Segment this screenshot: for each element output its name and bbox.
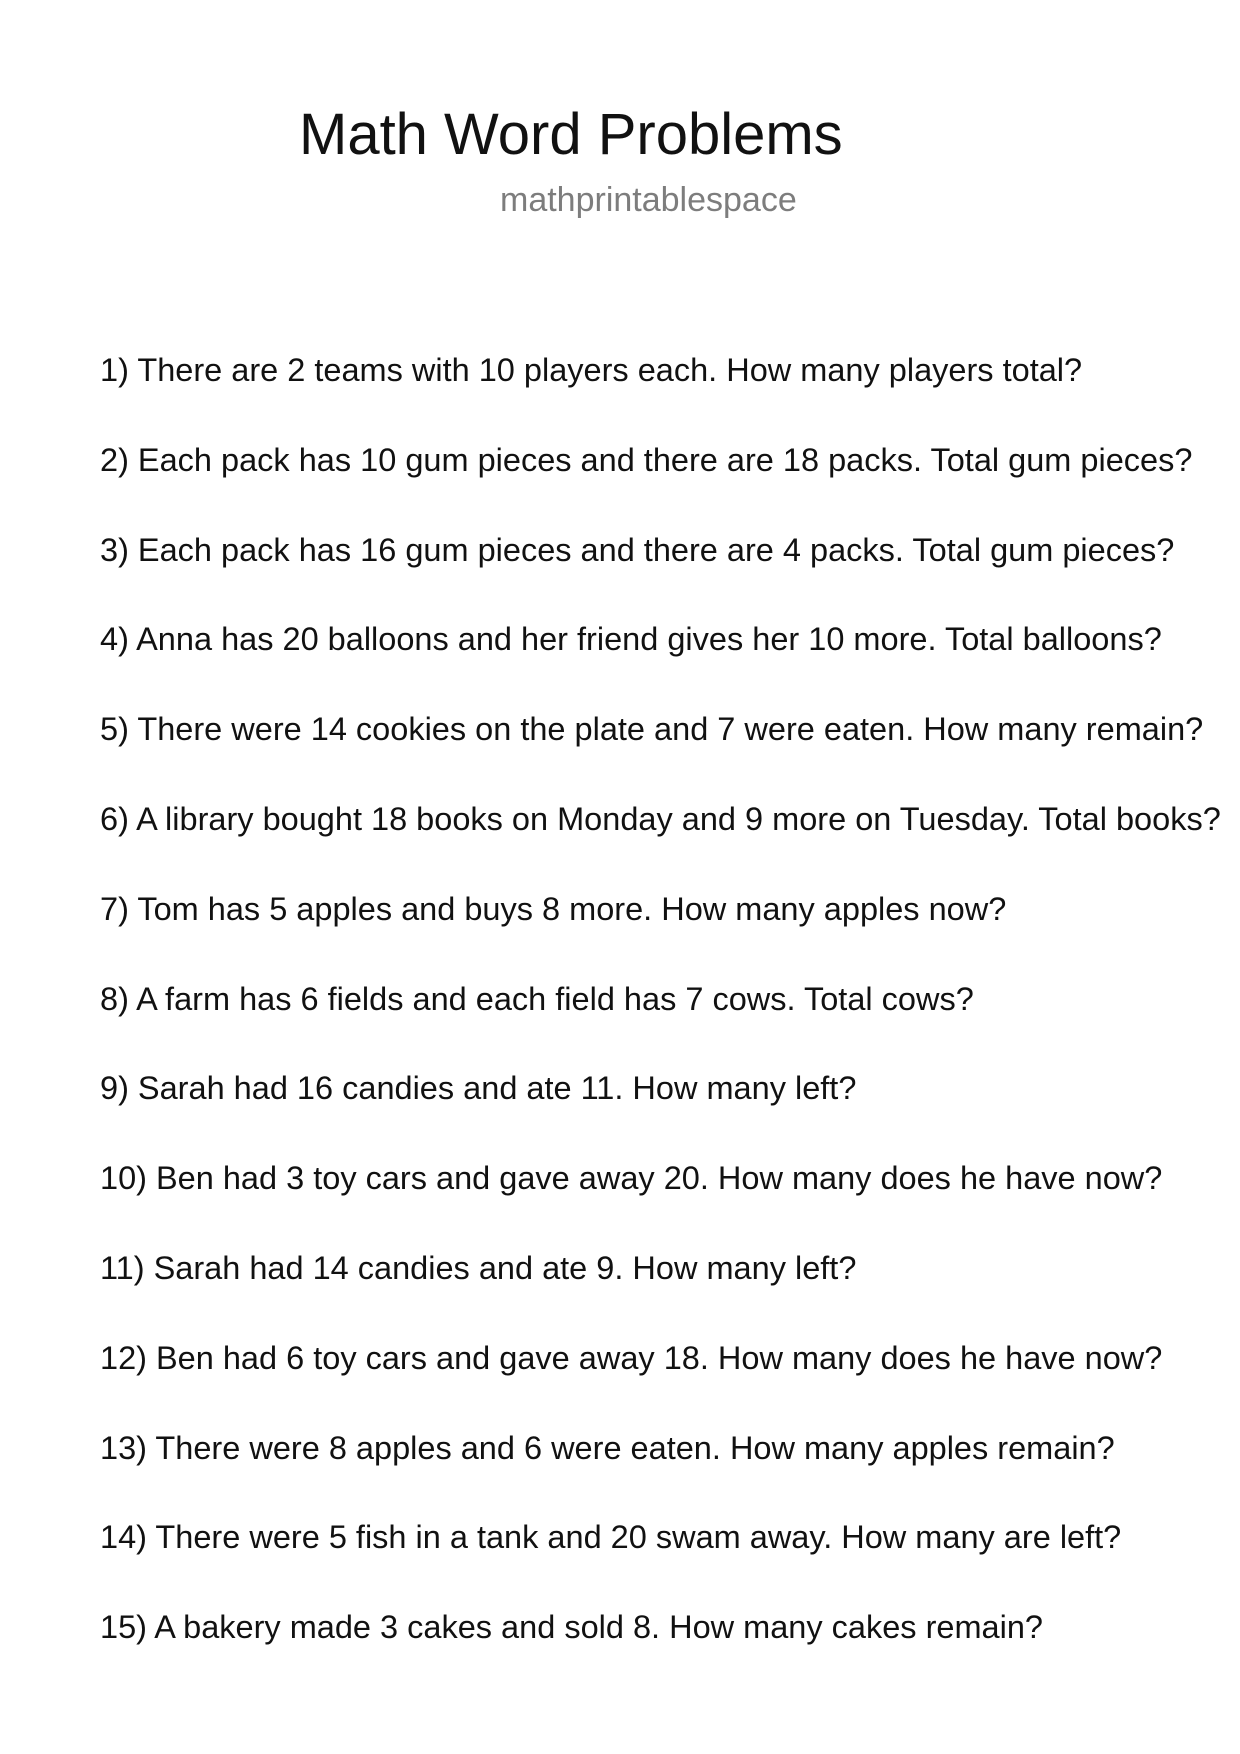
- problem-item: 3) Each pack has 16 gum pieces and there are 4 packs. Total gum pieces?: [100, 531, 1175, 568]
- problem-item: 13) There were 8 apples and 6 were eaten. How many apples remain?: [100, 1429, 1115, 1466]
- problem-item: 10) Ben had 3 toy cars and gave away 20. How many does he have now?: [100, 1160, 1163, 1197]
- problem-item: 9) Sarah had 16 candies and ate 11. How many left?: [100, 1070, 857, 1107]
- problem-item: 4) Anna has 20 balloons and her friend gives her 10 more. Total balloons?: [100, 621, 1162, 658]
- problem-list: [100, 346, 1240, 1693]
- problem-item: 8) A farm has 6 fields and each field has 7 cows. Total cows?: [100, 980, 974, 1017]
- problem-item: 14) There were 5 fish in a tank and 20 swam away. How many are left?: [100, 1519, 1122, 1556]
- problem-item: 1) There are 2 teams with 10 players each. How many players total?: [100, 352, 1083, 388]
- problem-item: 11) Sarah had 14 candies and ate 9. How many left?: [100, 1249, 857, 1286]
- problem-item: 6) A library bought 18 books on Monday and 9 more on Tuesday. Total books?: [100, 800, 1221, 837]
- problem-item: 2) Each pack has 10 gum pieces and there are 18 packs. Total gum pieces?: [100, 441, 1193, 478]
- problem-item: 15) A bakery made 3 cakes and sold 8. How many cakes remain?: [100, 1609, 1043, 1646]
- problem-item: 12) Ben had 6 toy cars and gave away 18. How many does he have now?: [100, 1339, 1163, 1376]
- problem-item: 7) Tom has 5 apples and buys 8 more. How many apples now?: [100, 890, 1007, 927]
- problem-item: 5) There were 14 cookies on the plate and 7 were eaten. How many remain?: [100, 711, 1204, 748]
- page-title: Math Word Problems: [299, 102, 843, 167]
- source-label: mathprintablespace: [500, 181, 797, 219]
